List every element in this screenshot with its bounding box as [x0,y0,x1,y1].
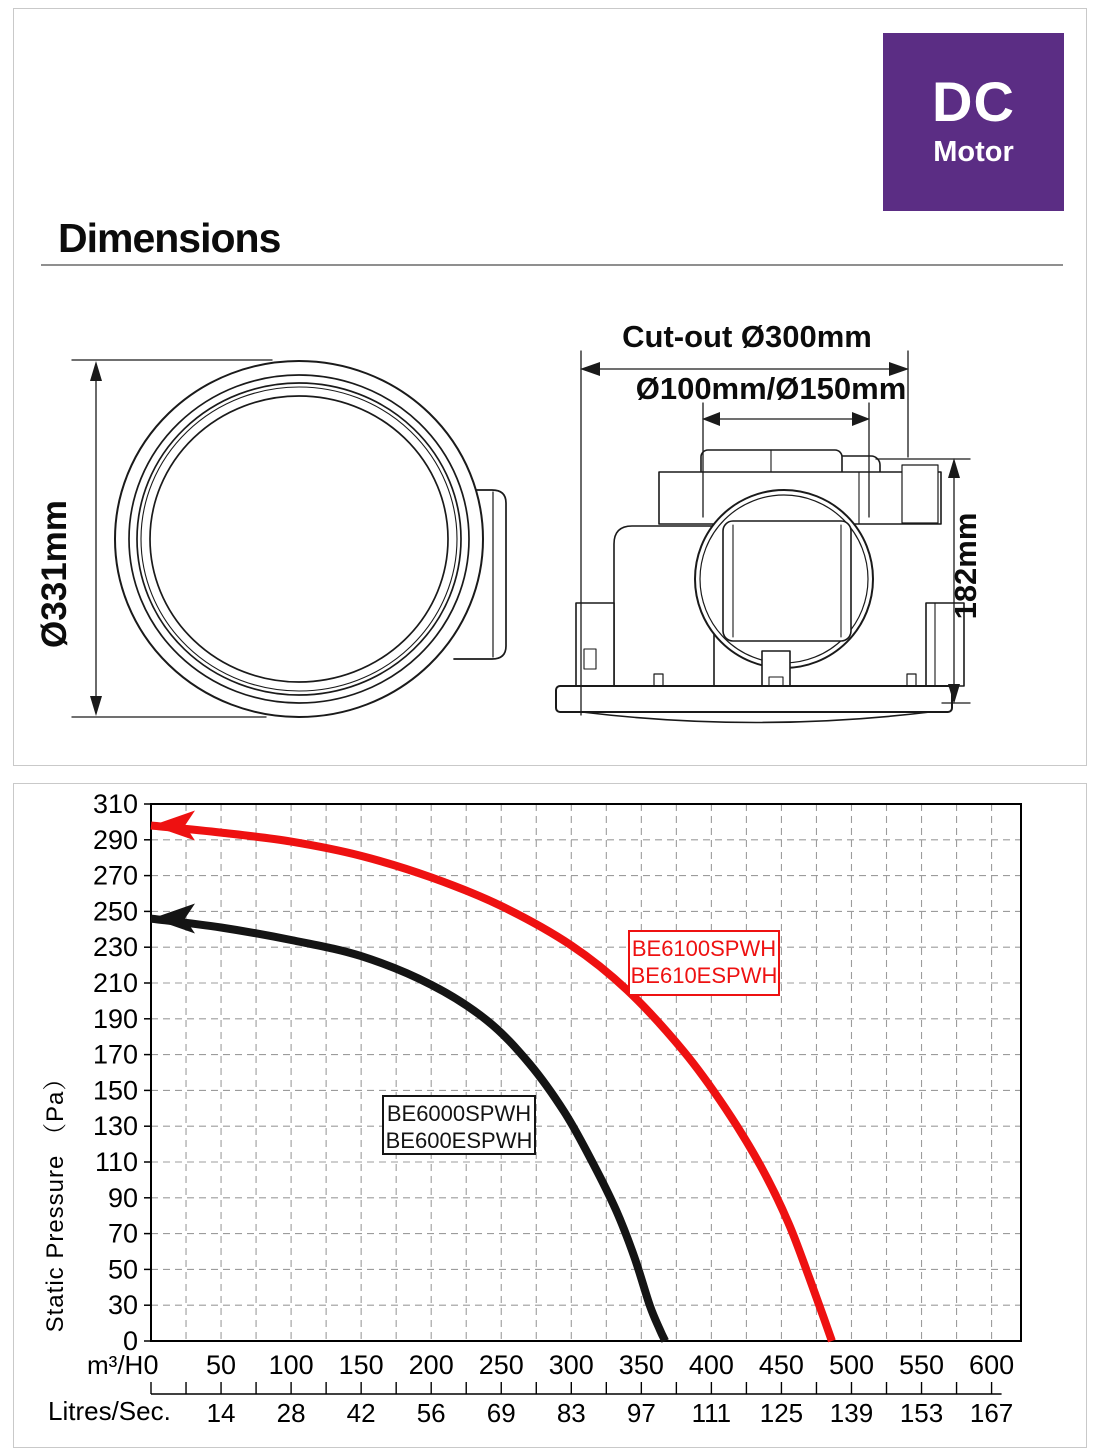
secondary-tick-label: 56 [416,1398,446,1428]
series-label-text: BE610ESPWH [630,963,778,988]
dc-badge-title: DC [932,70,1015,134]
secondary-tick-label: 14 [206,1398,236,1428]
technical-drawings [14,9,1086,765]
y-tick-label: 130 [92,1111,138,1142]
front-diameter-label: Ø331mm [35,500,74,648]
secondary-tick-label: 42 [346,1398,376,1428]
series-label-text: BE6000SPWH [386,1101,532,1126]
secondary-tick-label: 83 [556,1398,586,1428]
x-axis-title: m³/H [87,1350,144,1380]
secondary-tick-label: 167 [969,1398,1014,1428]
x-tick-label: 350 [618,1350,664,1380]
y-tick-label: 30 [107,1290,138,1321]
page-title: Dimensions [58,215,281,261]
front-view-drawing [35,360,506,717]
y-tick-label: 310 [92,789,138,819]
secondary-tick-label: 111 [691,1398,732,1428]
static-pressure-chart [14,784,1086,1445]
x-tick-label: 450 [758,1350,804,1380]
y-tick-label: 270 [92,860,138,891]
series-label-text: BE6100SPWH [631,936,777,961]
x-tick-label: 600 [969,1350,1015,1380]
y-tick-label: 90 [107,1182,138,1213]
y-tick-label: 250 [92,896,138,927]
x-tick-label: 0 [143,1350,159,1380]
cutout-label: Cut-out Ø300mm [622,319,872,354]
secondary-tick-label: 97 [626,1398,656,1428]
series-label-text: BE600ESPWH [385,1128,533,1153]
side-view-drawing [556,319,983,723]
series-arrowhead-1 [152,904,195,934]
x-tick-label: 550 [899,1350,945,1380]
secondary-axis-title: Litres/Sec. [48,1396,171,1426]
y-tick-label: 50 [107,1254,138,1285]
duct-diameters-label: Ø100mm/Ø150mm [635,371,907,406]
y-tick-label: 170 [92,1039,138,1070]
y-tick-label: 230 [92,932,138,963]
y-tick-label: 190 [92,1003,138,1034]
y-tick-label: 210 [92,968,138,998]
secondary-tick-label: 28 [276,1398,306,1428]
x-tick-label: 50 [206,1350,237,1380]
height-label: 182mm [948,512,983,620]
y-tick-label: 110 [94,1147,138,1177]
series-curve-0 [151,826,832,1342]
plot-frame [151,804,1021,1341]
x-tick-label: 200 [408,1350,454,1380]
x-tick-label: 300 [548,1350,594,1380]
x-tick-label: 150 [338,1350,384,1380]
dc-badge-subtitle: Motor [933,136,1014,169]
dimensions-panel [13,8,1087,766]
x-tick-label: 100 [268,1350,314,1380]
x-tick-label: 500 [828,1350,875,1380]
performance-chart-panel [13,783,1087,1448]
x-tick-label: 250 [478,1350,524,1380]
y-tick-label: 70 [107,1218,138,1249]
secondary-tick-label: 69 [486,1398,516,1428]
y-tick-label: 150 [92,1075,138,1106]
secondary-tick-label: 153 [899,1398,944,1428]
secondary-tick-label: 139 [829,1398,874,1428]
secondary-tick-label: 125 [759,1398,804,1428]
x-tick-label: 400 [688,1350,734,1380]
y-tick-label: 0 [122,1326,138,1356]
y-tick-label: 290 [92,824,138,855]
y-axis-title: Static Pressure （Pa） [42,1065,69,1333]
